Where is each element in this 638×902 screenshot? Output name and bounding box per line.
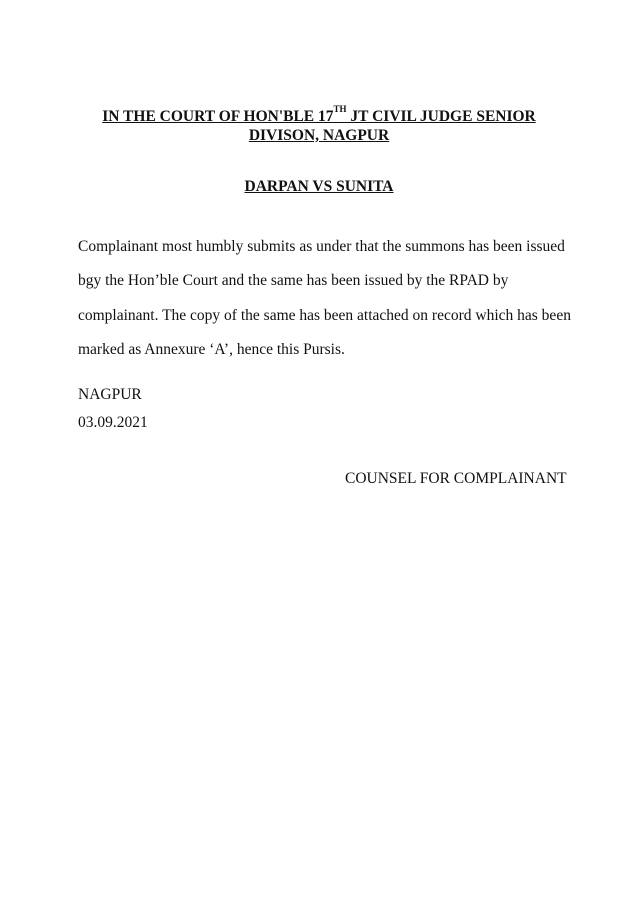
paragraph-line: complainant. The copy of the same has been attached on record which has been bbox=[78, 306, 571, 324]
signature-line: COUNSEL FOR COMPLAINANT bbox=[345, 470, 567, 487]
submission-paragraph bbox=[78, 230, 573, 367]
paragraph-line: bgy the Hon’ble Court and the same has been issued by the RPAD by bbox=[78, 272, 509, 290]
court-heading-suffix: JT CIVIL JUDGE SENIOR bbox=[346, 108, 536, 125]
paragraph-line: Complainant most humbly submits as under that the summons has been issued bbox=[78, 238, 565, 255]
place-label: NAGPUR bbox=[78, 386, 142, 403]
date-label: 03.09.2021 bbox=[78, 414, 148, 431]
case-title: DARPAN VS SUNITA bbox=[244, 178, 394, 195]
court-heading-prefix: IN THE COURT OF HON'BLE 17 bbox=[102, 108, 334, 125]
paragraph-line: marked as Annexure ‘A’, hence this Pursis. bbox=[78, 340, 345, 358]
court-heading-line2: DIVISON, NAGPUR bbox=[248, 127, 390, 144]
ordinal-superscript: TH bbox=[333, 103, 347, 114]
